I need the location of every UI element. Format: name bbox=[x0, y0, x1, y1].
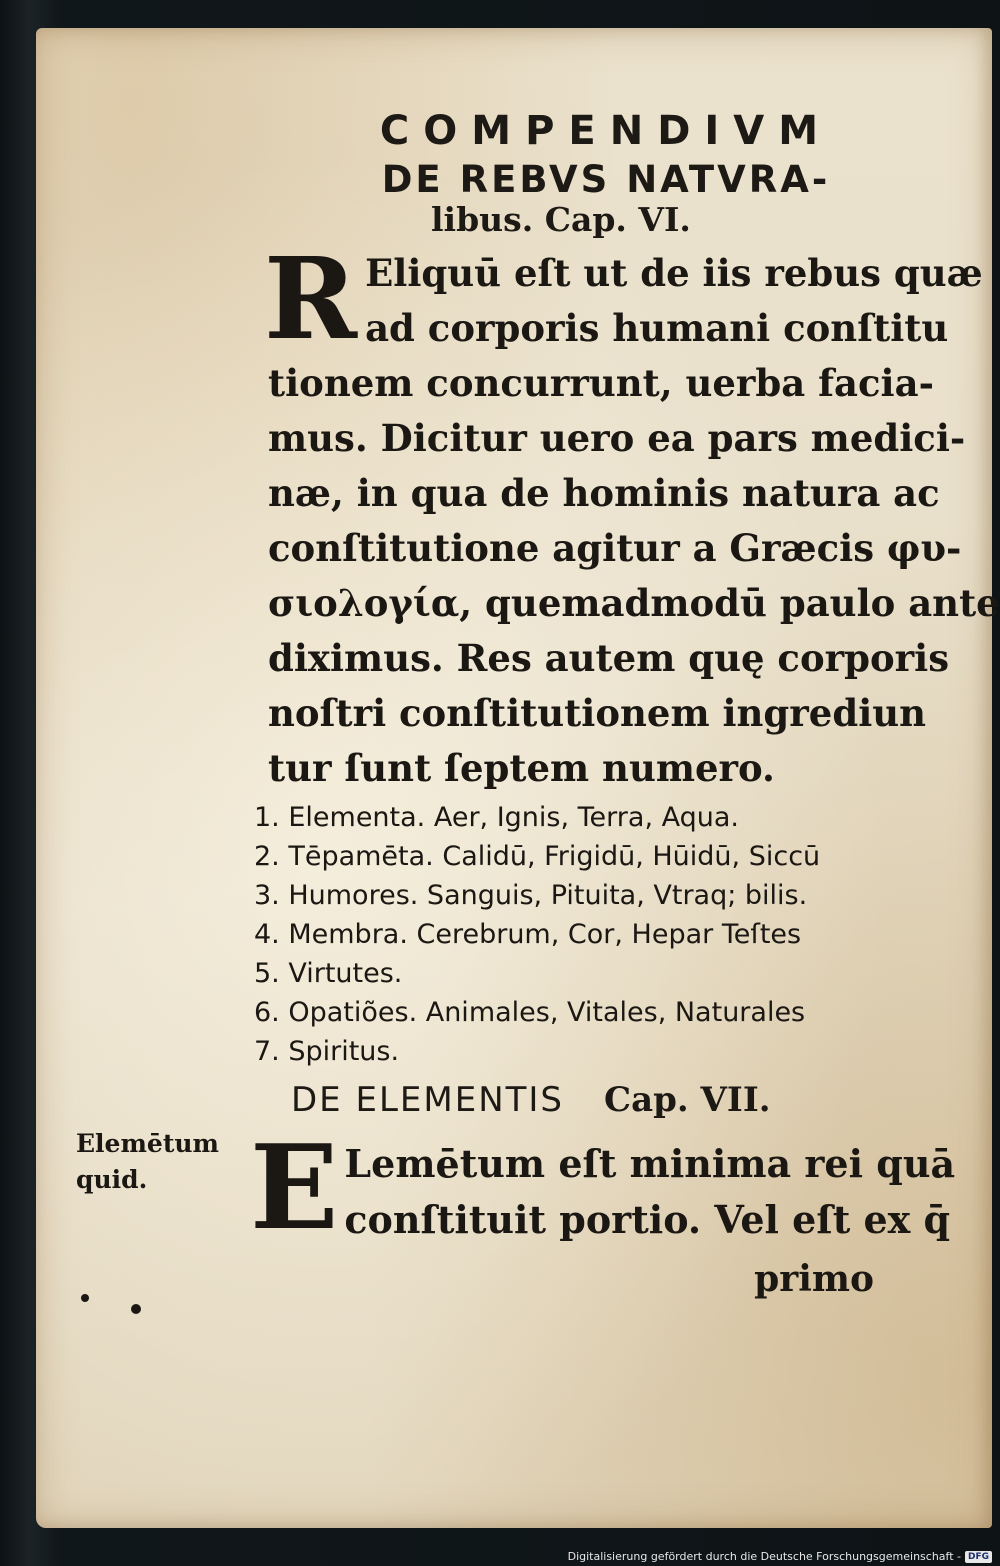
constituents-list bbox=[254, 798, 914, 1071]
text-line: σιολογία, quemadmodū paulo ante bbox=[268, 581, 1000, 625]
catchword: primo bbox=[754, 1258, 874, 1300]
list-item: 1. Elementa. Aer, Ignis, Terra, Aqua. bbox=[254, 802, 739, 833]
running-title: COMPENDIVM bbox=[379, 108, 833, 154]
dropcap-e: E bbox=[250, 1120, 339, 1256]
dropcap-r: R bbox=[264, 234, 358, 365]
text-line: tionem concurrunt, uerba facia- bbox=[268, 361, 934, 405]
margin-note-line: Elemētum bbox=[76, 1129, 219, 1158]
list-item: 7. Spiritus. bbox=[254, 1036, 400, 1067]
book-page bbox=[36, 28, 1000, 1528]
text-line: næ, in qua de hominis natura ac bbox=[268, 471, 940, 515]
dfg-logo: DFG bbox=[965, 1551, 992, 1563]
credit-text: Digitalisierung gefördert durch die Deutsche Forschungsgemeinschaft - bbox=[567, 1550, 961, 1563]
chapter-title-line2: libus. Cap. VI. bbox=[431, 200, 691, 239]
text-line: noſtri conſtitutionem ingrediun bbox=[268, 691, 927, 735]
ink-dot bbox=[81, 1294, 89, 1302]
text-line: Eliquū eſt ut de iis rebus quæ bbox=[365, 251, 983, 295]
section1-text bbox=[264, 234, 1000, 796]
list-item: 2. Tēpamēta. Calidū, Frigidū, Hūidū, Siccū bbox=[254, 841, 821, 872]
text-line: conſtituit portio. Vel eſt ex q̄ bbox=[344, 1197, 951, 1242]
text-line: Lemētum eſt minima rei quā bbox=[344, 1141, 956, 1186]
list-item: 6. Opatiões. Animales, Vitales, Naturales bbox=[254, 997, 806, 1028]
list-item: 5. Virtutes. bbox=[254, 958, 403, 989]
section2-text bbox=[250, 1120, 956, 1256]
text-line: mus. Dicitur uero ea pars medici- bbox=[268, 416, 966, 460]
list-item: 3. Humores. Sanguis, Pituita, Vtraq; bilis. bbox=[254, 880, 808, 911]
text-line: ad corporis humani conſtitu bbox=[365, 306, 949, 350]
ink-dot bbox=[131, 1304, 141, 1314]
section2-cap: Cap. VII. bbox=[604, 1080, 771, 1120]
chapter-title-line1: DE REBVS NATVRA- bbox=[381, 158, 831, 201]
margin-note-line: quid. bbox=[76, 1165, 148, 1194]
section2-heading bbox=[291, 1080, 771, 1120]
list-item: 4. Membra. Cerebrum, Cor, Hepar Teſtes bbox=[254, 919, 802, 950]
digitization-credit bbox=[568, 1550, 992, 1563]
text-line: diximus. Res autem quę corporis bbox=[268, 636, 950, 680]
margin-note bbox=[76, 1126, 219, 1198]
text-line: conſtitutione agitur a Græcis φυ- bbox=[268, 526, 962, 570]
text-line: tur ſunt ſeptem numero. bbox=[268, 746, 775, 790]
section2-title: DE ELEMENTIS bbox=[291, 1080, 565, 1120]
